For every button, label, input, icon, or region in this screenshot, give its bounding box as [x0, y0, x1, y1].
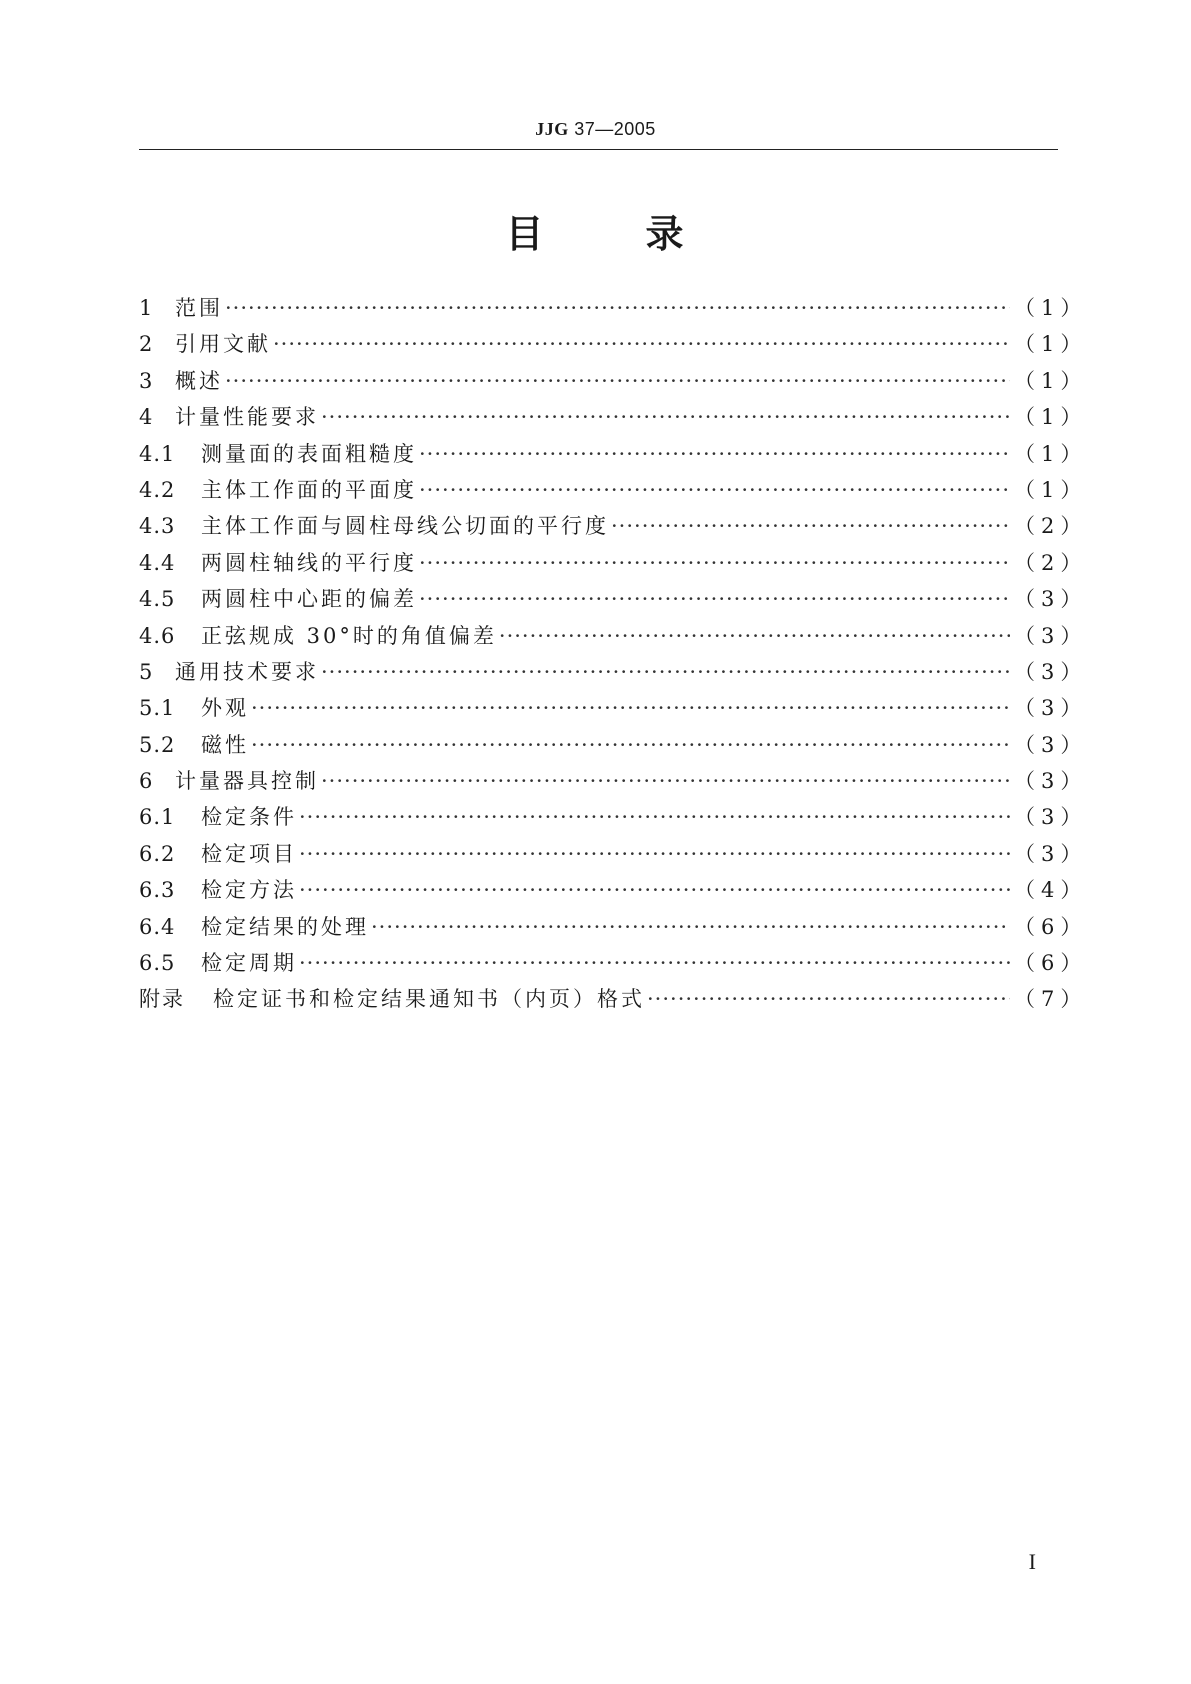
- toc-entry[interactable]: [139, 872, 1088, 908]
- toc-entry[interactable]: [139, 763, 1088, 799]
- title-char-1: 目: [505, 212, 546, 256]
- toc-entry[interactable]: [139, 436, 1088, 472]
- toc-label: 计量性能要求: [175, 405, 319, 430]
- toc-leader: [499, 618, 1010, 654]
- toc-label: 磁性: [201, 732, 249, 757]
- toc-page: （6）: [1014, 951, 1088, 976]
- toc-entry[interactable]: [139, 290, 1088, 326]
- standard-code-prefix: JJG: [535, 119, 569, 139]
- toc-label: 外观: [201, 696, 249, 721]
- toc-leader: [251, 727, 1010, 763]
- toc-entry[interactable]: [139, 472, 1088, 508]
- toc-number: 6: [139, 769, 154, 794]
- toc-entry[interactable]: [139, 399, 1088, 435]
- toc-leader: [419, 472, 1010, 508]
- toc-number: 2: [139, 332, 154, 357]
- toc-entry[interactable]: [139, 363, 1088, 399]
- toc-label: 主体工作面的平面度: [201, 477, 417, 502]
- toc-label: 检定证书和检定结果通知书（内页）格式: [213, 987, 645, 1012]
- toc-page: （1）: [1014, 332, 1088, 357]
- toc-page: （7）: [1014, 987, 1088, 1012]
- toc-page: （2）: [1014, 514, 1088, 539]
- toc-number: 5.2: [139, 732, 176, 757]
- toc-label: 检定周期: [201, 951, 297, 976]
- toc-entry[interactable]: [139, 508, 1088, 544]
- toc-label: 检定结果的处理: [201, 914, 369, 939]
- title-char-2: 录: [645, 212, 686, 256]
- toc-entry[interactable]: [139, 727, 1088, 763]
- toc-entry[interactable]: [139, 799, 1088, 835]
- toc-page: （1）: [1014, 405, 1088, 430]
- toc-leader: [273, 326, 1010, 362]
- toc-leader: [419, 545, 1010, 581]
- toc-label: 检定条件: [201, 805, 297, 830]
- toc-entry[interactable]: [139, 545, 1088, 581]
- toc-page: （3）: [1014, 623, 1088, 648]
- toc-entry[interactable]: [139, 654, 1088, 690]
- toc-number: 6.5: [139, 951, 176, 976]
- toc-number: 4.6: [139, 623, 176, 648]
- toc-number: 4: [139, 405, 154, 430]
- toc-number: 6.3: [139, 878, 176, 903]
- toc-entry[interactable]: [139, 945, 1088, 981]
- toc-label: 计量器具控制: [175, 769, 319, 794]
- toc-page: （2）: [1014, 550, 1088, 575]
- toc-label: 主体工作面与圆柱母线公切面的平行度: [201, 514, 609, 539]
- toc-leader: [299, 872, 1010, 908]
- toc-number: 附录: [139, 987, 185, 1012]
- toc-entry-appendix[interactable]: [139, 981, 1088, 1017]
- toc-page: （4）: [1014, 878, 1088, 903]
- toc-number: 4.1: [139, 441, 176, 466]
- toc-page: （3）: [1014, 732, 1088, 757]
- toc-entry[interactable]: [139, 581, 1088, 617]
- toc-page: （3）: [1014, 587, 1088, 612]
- toc-page: （3）: [1014, 841, 1088, 866]
- toc-label: 范围: [175, 296, 223, 320]
- toc-label: 两圆柱中心距的偏差: [201, 587, 417, 612]
- toc-entry[interactable]: [139, 690, 1088, 726]
- toc-leader: [321, 763, 1010, 799]
- toc-label: 检定方法: [201, 878, 297, 903]
- toc-leader: [419, 436, 1010, 472]
- toc-number: 6.1: [139, 805, 176, 830]
- header-rule: [139, 149, 1058, 150]
- table-of-contents: [139, 290, 1088, 1018]
- toc-leader: [371, 909, 1010, 945]
- toc-page: （1）: [1014, 368, 1088, 393]
- toc-number: 6.2: [139, 841, 176, 866]
- toc-label: 两圆柱轴线的平行度: [201, 550, 417, 575]
- toc-page: （1）: [1014, 296, 1088, 320]
- toc-number: 5.1: [139, 696, 176, 721]
- toc-leader: [611, 508, 1010, 544]
- toc-label: 概述: [175, 368, 223, 393]
- toc-entry[interactable]: [139, 618, 1088, 654]
- toc-leader: [321, 399, 1010, 435]
- toc-leader: [419, 581, 1010, 617]
- running-header: [0, 119, 1191, 140]
- standard-code-number: 37—2005: [574, 119, 656, 139]
- toc-number: 5: [139, 659, 154, 684]
- toc-leader: [299, 945, 1010, 981]
- toc-number: 1: [139, 296, 154, 320]
- toc-label: 检定项目: [201, 841, 297, 866]
- toc-leader: [321, 654, 1010, 690]
- toc-number: 6.4: [139, 914, 176, 939]
- toc-entry[interactable]: [139, 909, 1088, 945]
- toc-leader: [225, 290, 1010, 326]
- toc-label: 正弦规成 30°时的角值偏差: [201, 623, 497, 648]
- toc-leader: [647, 981, 1010, 1017]
- toc-label: 引用文献: [175, 332, 271, 357]
- toc-page: （3）: [1014, 769, 1088, 794]
- toc-label: 测量面的表面粗糙度: [201, 441, 417, 466]
- toc-page: （1）: [1014, 441, 1088, 466]
- toc-number: 4.4: [139, 550, 176, 575]
- toc-leader: [299, 799, 1010, 835]
- toc-number: 4.5: [139, 587, 176, 612]
- toc-number: 4.2: [139, 477, 176, 502]
- page-folio: I: [1028, 1549, 1036, 1574]
- toc-page: （3）: [1014, 696, 1088, 721]
- toc-page: （6）: [1014, 914, 1088, 939]
- page-title: [0, 203, 1191, 258]
- toc-page: （3）: [1014, 659, 1088, 684]
- toc-page: （1）: [1014, 477, 1088, 502]
- toc-entry[interactable]: [139, 326, 1088, 362]
- toc-leader: [225, 363, 1010, 399]
- toc-number: 3: [139, 368, 154, 393]
- toc-entry[interactable]: [139, 836, 1088, 872]
- toc-label: 通用技术要求: [175, 659, 319, 684]
- toc-page: （3）: [1014, 805, 1088, 830]
- toc-leader: [251, 690, 1010, 726]
- toc-leader: [299, 836, 1010, 872]
- toc-number: 4.3: [139, 514, 176, 539]
